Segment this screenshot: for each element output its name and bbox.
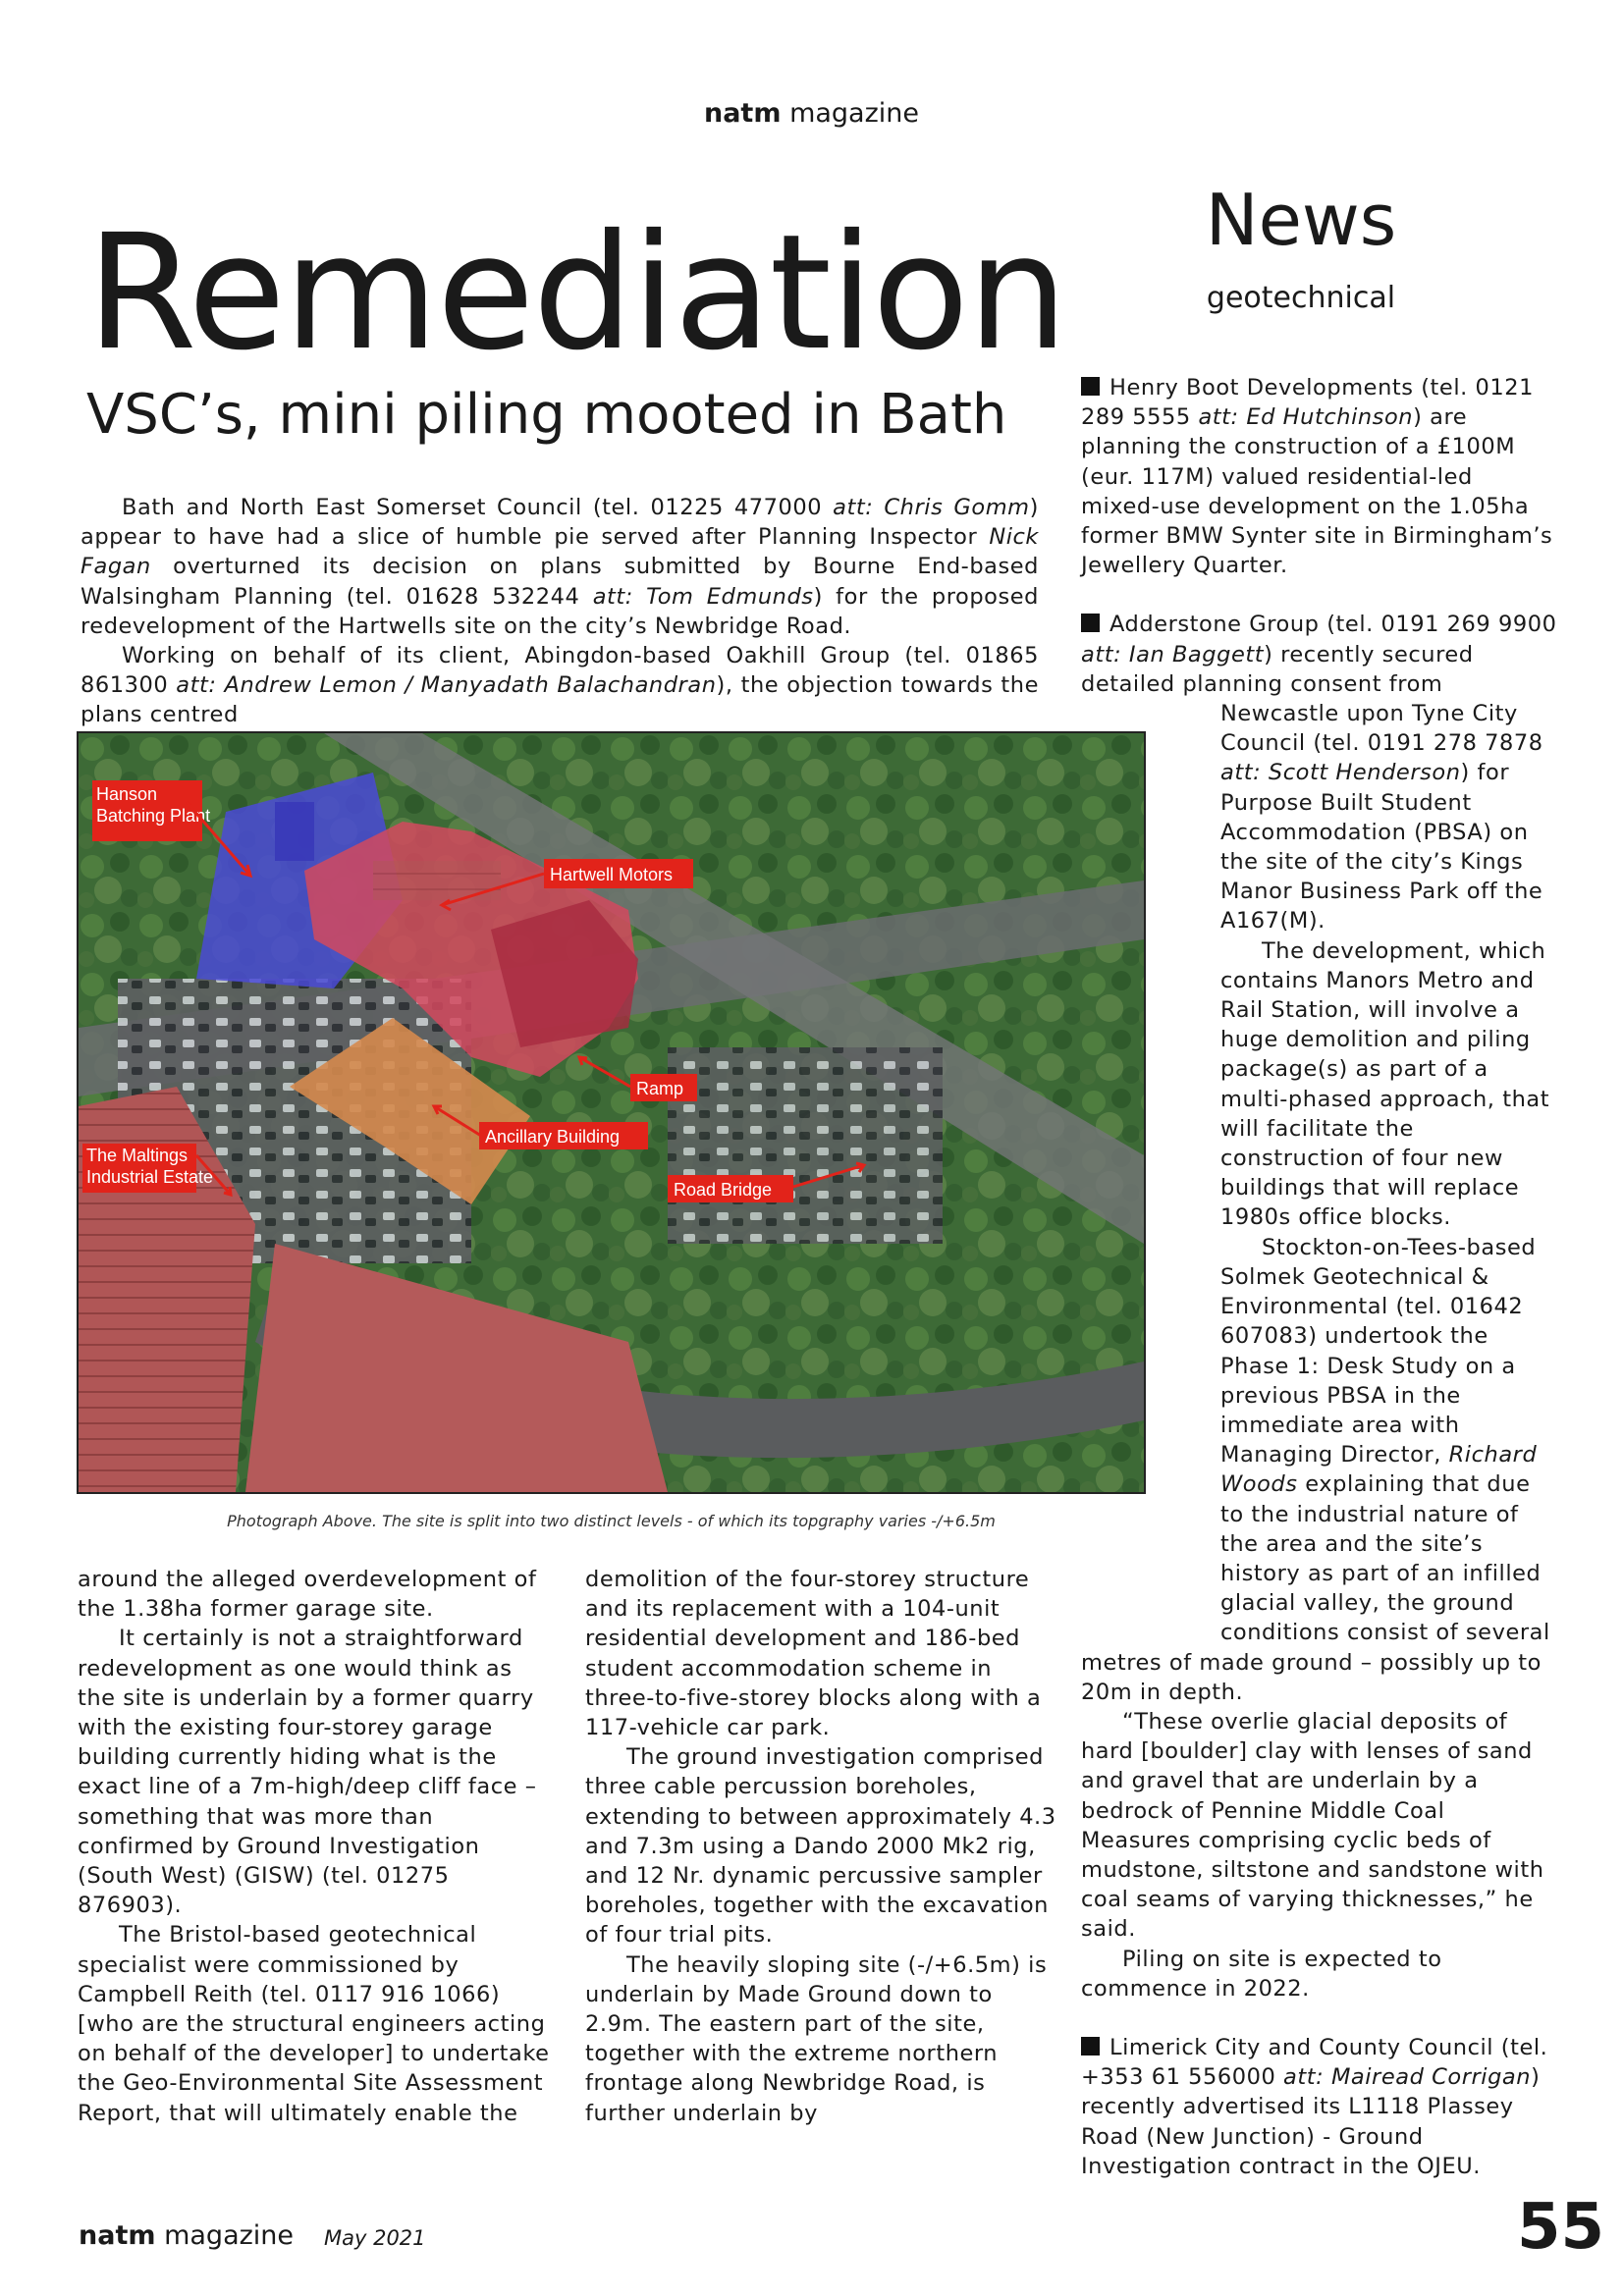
text-run: Bath and North East Somerset Council (tel. 01225 477000: [122, 495, 834, 520]
text-run: overturned its decision on plans submitted by Bourne End-based Walsingham Planning (tel. 01628 532244: [81, 554, 1039, 610]
label-ancillary: Ancillary Building: [485, 1127, 621, 1147]
footer-masthead: [79, 2220, 294, 2251]
paragraph: [585, 1742, 1056, 1949]
italic-text: att: Scott Henderson: [1220, 760, 1461, 786]
label-hanson-1: Hanson: [96, 784, 158, 804]
label-ramp: Ramp: [636, 1079, 684, 1098]
text-run: Adderstone Group (tel. 0191 269 9900: [1109, 612, 1557, 638]
news-column: [1081, 373, 1558, 2181]
article-headline: Remediation: [86, 201, 1066, 386]
section-subtitle: geotechnical: [1206, 281, 1396, 315]
text-run: ) recently advertised its L1118 Plassey Road (New Junction) - Ground Investigation contract in the OJEU.: [1081, 2064, 1541, 2179]
text-run: Working on behalf of its client, Abingdon-based Oakhill Group (tel. 01865 861300: [81, 643, 1039, 699]
italic-text: att: Chris Gomm: [833, 495, 1030, 520]
text-run: It certainly is not a straightforward redevelopment as one would think as the site is underlain by a former quarry with the existing four-storey garage building currently hiding what is the exact line of a 7m-high/deep cliff face – something that was more than confirmed by Ground Investigation (South West) (GISW) (tel. 01275 876903).: [78, 1626, 537, 1919]
intro-paragraph-1: [81, 493, 1039, 641]
news-items-bottom: [1081, 1648, 1558, 2181]
text-run: Newcastle upon Tyne City Council (tel. 0191 278 7878: [1220, 701, 1543, 757]
paragraph: [78, 1920, 551, 2127]
paragraph: [78, 1624, 551, 1920]
footer-date: May 2021: [324, 2226, 426, 2250]
news-items-narrow: [1220, 699, 1558, 1648]
text-run: demolition of the four-storey structure and its replacement with a 104-unit residential development and 186-bed student accommodation scheme in three-to-five-storey blocks along with a 117-vehicle car park.: [585, 1567, 1042, 1741]
italic-text: att: Andrew Lemon / Manyadath Balachandran: [176, 672, 717, 699]
paragraph: [1081, 1707, 1558, 1945]
paragraph: [1220, 1233, 1558, 1648]
italic-text: att: Ed Hutchinson: [1198, 404, 1414, 431]
italic-text: att: Mairead Corrigan: [1283, 2064, 1532, 2091]
text-run: around the alleged overdevelopment of the 1.38ha former garage site.: [78, 1567, 537, 1623]
label-maltings-2: Industrial Estate: [86, 1167, 214, 1187]
article-column-1: [78, 1565, 551, 2128]
text-run: ) are planning the construction of a £100M (eur. 117M) valued residential-led mixed-use development on the 1.05ha former BMW Synter site in Birmingham’s Jewellery Quarter.: [1081, 404, 1553, 579]
text-run: The heavily sloping site (-/+6.5m) is underlain by Made Ground down to 2.9m. The eastern part of the site, together with the extreme northern frontage along Newbridge Road, is further underlain by: [585, 1951, 1048, 2126]
text-run: explaining that due to the industrial nature of the area and the site’s history as part of an infilled glacial valley, the ground conditions consist of several: [1220, 1471, 1550, 1646]
paragraph: [585, 1950, 1056, 2128]
masthead-word: magazine: [789, 98, 919, 129]
text-run: ) appear to have had a slice of humble pie served after Planning Inspector: [81, 495, 1039, 551]
text-run: Henry Boot Developments (tel. 0121 289 5555: [1081, 375, 1534, 431]
text-run: ) for the proposed redevelopment of the Hartwells site on the city’s Newbridge Road.: [81, 583, 1039, 639]
text-run: ) recently secured detailed planning consent from: [1081, 641, 1474, 697]
photo-caption: Photograph Above. The site is split into two distinct levels - of which its topgraphy varies -/+6.5m: [227, 1512, 996, 1530]
paragraph: [78, 1565, 551, 1624]
label-hanson-2: Batching Plant: [96, 806, 211, 826]
section-title: News: [1205, 179, 1397, 261]
article-subheadline: VSC’s, mini piling mooted in Bath: [86, 383, 1007, 447]
paragraph-gap: [1081, 2003, 1558, 2033]
footer-brand: natm: [79, 2220, 156, 2251]
square-bullet-icon: [1081, 2037, 1100, 2056]
article-column-2: [585, 1565, 1056, 2128]
text-run: metres of made ground – possibly up to 20m in depth.: [1081, 1649, 1542, 1705]
label-hartwell: Hartwell Motors: [550, 865, 674, 884]
italic-text: Richard Woods: [1220, 1442, 1538, 1498]
text-run: Stockton-on-Tees-based Solmek Geotechnical & Environmental (tel. 01642 607083) undertook the Phase 1: Desk Study on a previous PBSA in the immediate area with Managing Director,: [1220, 1234, 1537, 1468]
news-item: [1081, 2033, 1558, 2181]
text-run: Piling on site is expected to commence in 2022.: [1081, 1946, 1442, 2002]
news-item: [1081, 373, 1558, 580]
footer-word: magazine: [164, 2220, 295, 2251]
paragraph: [1220, 699, 1558, 936]
italic-text: att: Ian Baggett: [1081, 641, 1265, 667]
site-aerial-photo: [77, 731, 1146, 1494]
square-bullet-icon: [1081, 614, 1100, 632]
text-run: Limerick City and County Council (tel. +353 61 556000: [1081, 2034, 1548, 2091]
masthead-brand: natm: [703, 98, 782, 129]
italic-text: att: Tom Edmunds: [592, 583, 814, 610]
page-number: 55: [1517, 2191, 1605, 2264]
paragraph: [1081, 1945, 1558, 2003]
article-intro: [81, 493, 1039, 730]
text-run: ) for Purpose Built Student Accommodation (PBSA) on the site of the city’s Kings Manor Business Park off the A167(M).: [1220, 760, 1543, 934]
text-run: The development, which contains Manors Metro and Rail Station, will involve a huge demolition and piling package(s) as part of a multi-phased approach, that will facilitate the construction of four new buildings that will replace 1980s office blocks.: [1220, 937, 1550, 1231]
square-bullet-icon: [1081, 377, 1100, 396]
text-run: The ground investigation comprised three cable percussion boreholes, extending to between approximately 4.3 and 7.3m using a Dando 2000 Mk2 rig, and 12 Nr. dynamic percussive sampler boreholes, together with the excavation of four trial pits.: [585, 1744, 1056, 1949]
intro-paragraph-2: [81, 641, 1039, 730]
label-bridge: Road Bridge: [674, 1180, 773, 1200]
text-run: The Bristol-based geotechnical specialist were commissioned by Campbell Reith (tel. 0117 916 1066) [who are the structural engineers acting on behalf of the developer] to undertake the Geo-Environmental Site Assessment Report, that will ultimately enable the: [78, 1922, 550, 2126]
italic-text: Nick Fagan: [81, 524, 1039, 580]
news-items-top: [1081, 373, 1558, 699]
paragraph: [585, 1565, 1056, 1742]
masthead: [0, 98, 1623, 129]
paragraph-gap: [1081, 580, 1558, 610]
paragraph: [1081, 1648, 1558, 1707]
paragraph: [1220, 936, 1558, 1233]
news-item: [1081, 610, 1558, 699]
label-maltings-1: The Maltings: [86, 1146, 189, 1165]
text-run: “These overlie glacial deposits of hard [boulder] clay with lenses of sand and gravel that are underlain by a bedrock of Pennine Middle Coal Measures comprising cyclic beds of mudstone, siltstone and sandstone with coal seams of varying thicknesses,” he said.: [1081, 1708, 1544, 1943]
text-run: ), the objection towards the plans centred: [81, 672, 1039, 728]
aerial-photo-illustration: [79, 733, 1144, 1492]
